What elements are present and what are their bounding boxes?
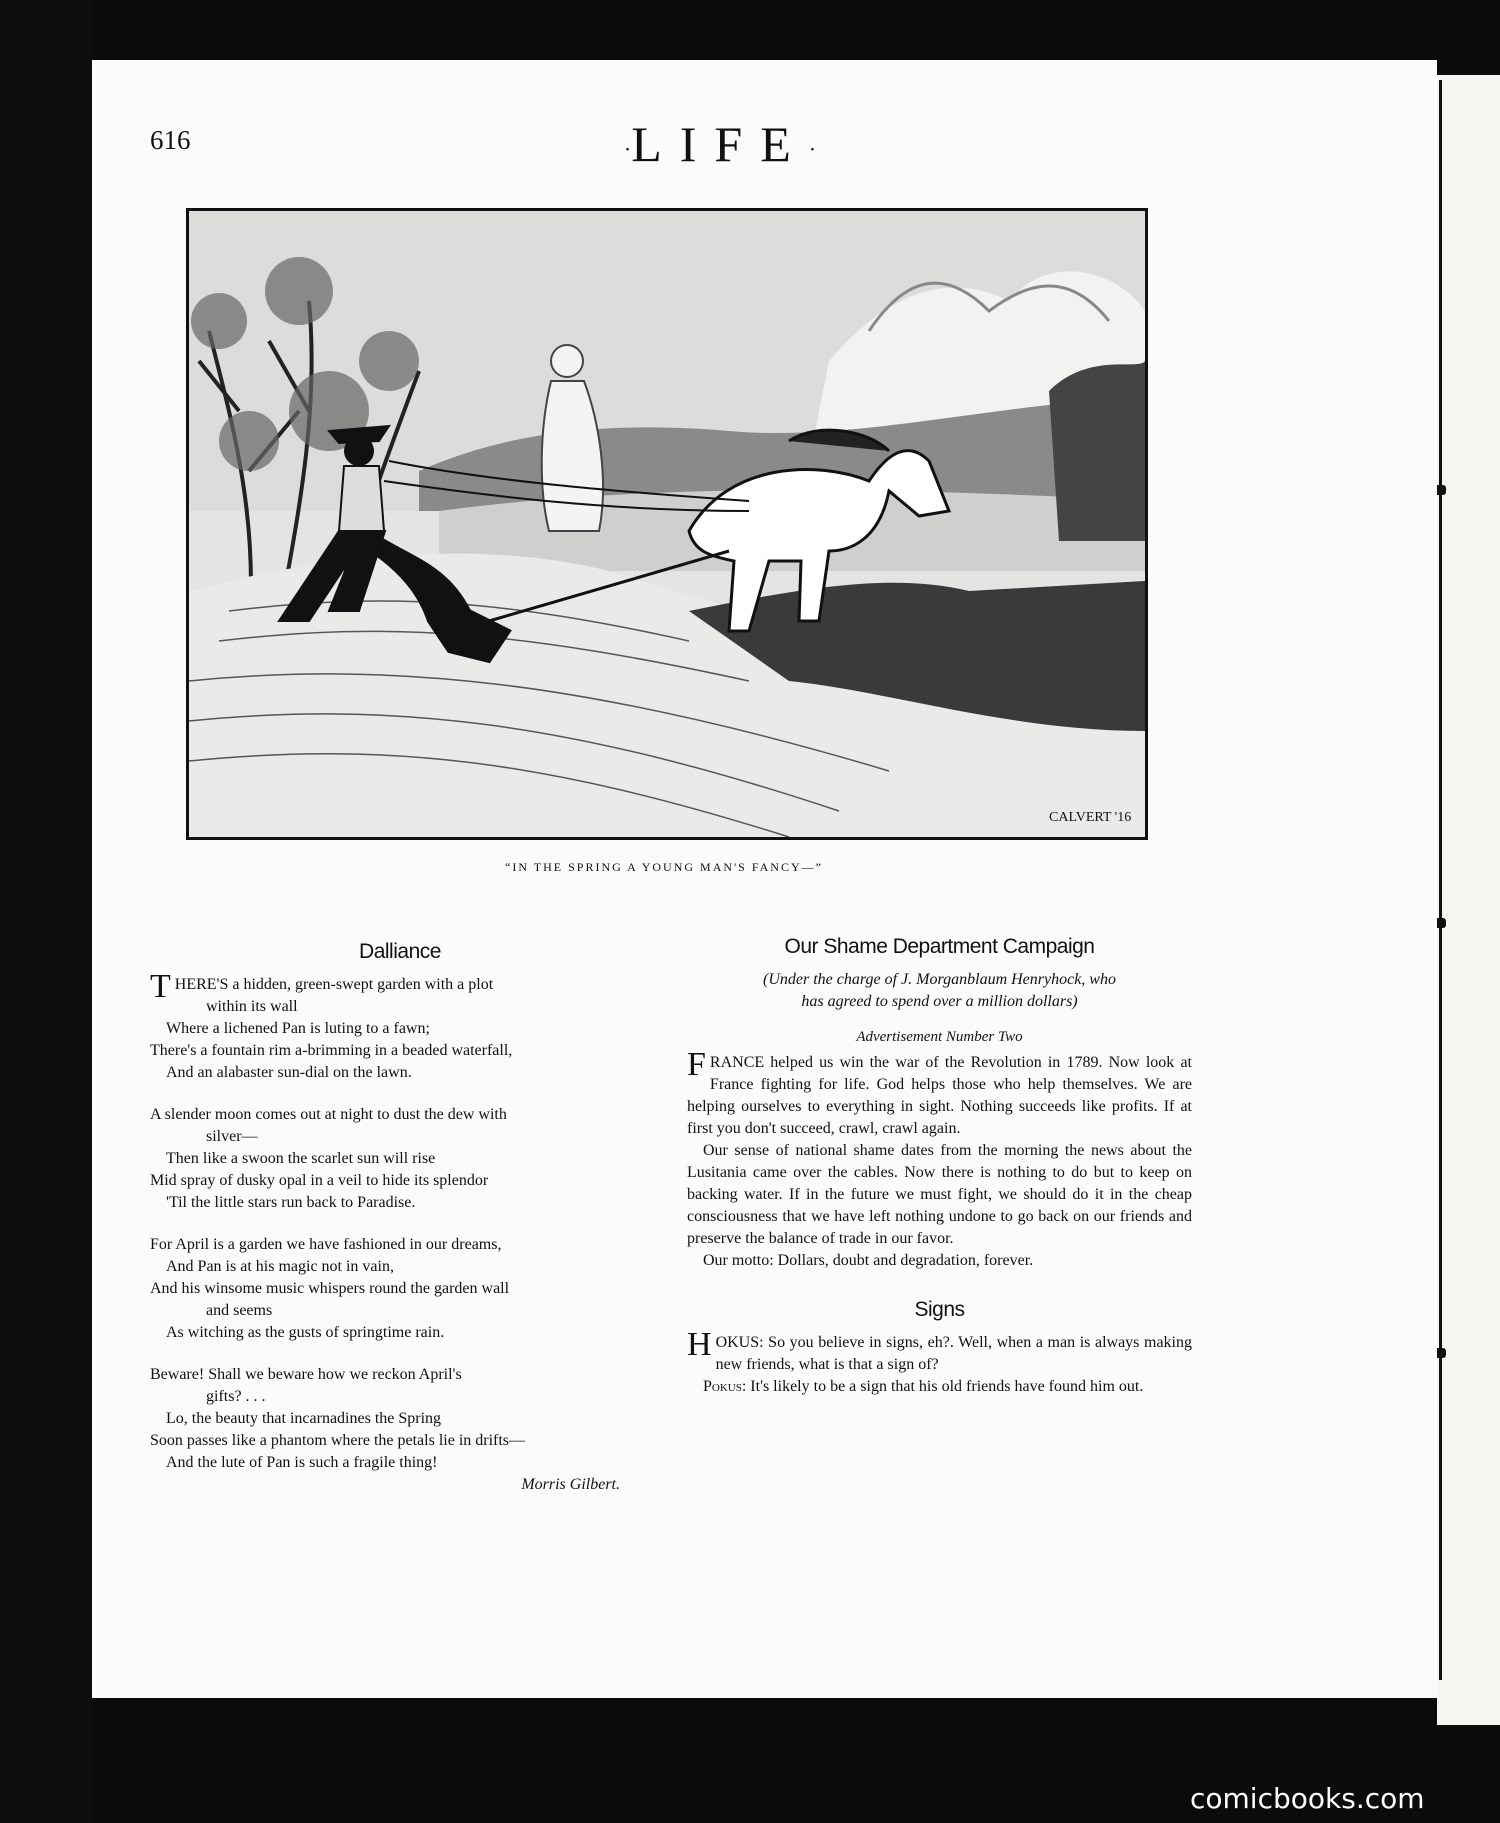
article-paragraph: Our sense of national shame dates from the morning the news about the Lusitania came over the cables. Now there is nothing to do but to keep on backing water. If in the future we must fight, we should do it in the cheap consciousness that we have left nothing undone to go back on our friends and preserve the balance of trade in our favor. [687,1142,1192,1247]
masthead-ornament-right: · [808,136,817,162]
poem-line: Soon passes like a phantom where the petals lie in drifts— [150,1432,526,1449]
poem-stanza-3 [150,1234,650,1344]
article-subnote-line: has agreed to spend over a million dollars) [801,993,1078,1010]
watermark: comicbooks.com [1190,1782,1425,1815]
poem-drop-cap: T [150,968,171,1005]
signs-body [687,1326,1192,1398]
signs-speaker: Pokus: [703,1378,747,1395]
page-number: 616 [150,125,191,155]
poem-line: As witching as the gusts of springtime rain. [166,1324,445,1341]
poem-line: HERE'S a hidden, green-swept garden with a plot [174,976,494,993]
article-subnote [687,969,1192,1013]
poem-line: For April is a garden we have fashioned in our dreams, [150,1236,502,1253]
poem-line: Lo, the beauty that incarnadines the Spring [166,1410,442,1427]
signs-line: OKUS: So you believe in signs, eh?. Well, when a man is always making new friends, what is that a sign of? [715,1334,1192,1373]
masthead-title: LIFE [631,116,809,172]
scan-border [0,0,92,1823]
poem-line: And his winsome music whispers round the garden wall [150,1280,510,1297]
poem-line: 'Til the little stars run back to Paradise. [166,1194,416,1211]
signs-title: Signs [914,1298,965,1321]
illustration-caption: “IN THE SPRING A YOUNG MAN'S FANCY—” [505,860,823,874]
poem-line: And the lute of Pan is such a fragile thing! [166,1454,438,1471]
plowing-scene-drawing [189,211,1145,837]
poem-stanza-1 [150,968,650,1084]
artist-signature: CALVERT '16 [1049,810,1132,825]
illustration [186,208,1148,840]
poem-line: gifts? . . . [206,1388,266,1405]
page-gutter-line [1439,80,1442,1680]
poem-title: Dalliance [359,940,441,963]
poem-line: within its wall [206,998,298,1015]
article-paragraph: RANCE helped us win the war of the Revolution in 1789. Now look at France fighting for life. God helps those who help themselves. We are helping ourselves to everything in sight. Nothing succeeds like profits. If at first you don't succeed, crawl, crawl again. [687,1054,1192,1137]
poem-line: And Pan is at his magic not in vain, [166,1258,394,1275]
poem-line: and seems [206,1302,273,1319]
poem-line: And an alabaster sun-dial on the lawn. [166,1064,412,1081]
poem-line: A slender moon comes out at night to dust the dew with [150,1106,507,1123]
poem-line: Where a lichened Pan is luting to a fawn; [166,1020,430,1037]
poem-stanza-2 [150,1104,650,1214]
poem-column [150,940,650,1516]
article-subnote-line: (Under the charge of J. Morganblaum Henryhock, who [763,971,1116,988]
signs-line: It's likely to be a sign that his old friends have found him out. [746,1378,1144,1395]
poem-line: silver— [206,1128,258,1145]
article-body [687,1046,1192,1272]
facing-page-edge [1437,75,1500,1725]
poem-line: There's a fountain rim a-brimming in a beaded waterfall, [150,1042,513,1059]
signs-drop-cap: H [687,1326,712,1363]
poem-line: Beware! Shall we beware how we reckon April's [150,1366,462,1383]
poem-line: Mid spray of dusky opal in a veil to hide its splendor [150,1172,489,1189]
poem-stanza-4 [150,1364,650,1496]
article-drop-cap: F [687,1046,706,1083]
masthead-ornament-left: · [623,136,632,162]
advertisement-label: Advertisement Number Two [856,1029,1023,1045]
poem-line: Then like a swoon the scarlet sun will rise [166,1150,436,1167]
masthead [555,115,885,173]
article-title: Our Shame Department Campaign [784,935,1095,958]
article-paragraph: Our motto: Dollars, doubt and degradation, forever. [703,1252,1034,1269]
poem-author: Morris Gilbert. [521,1476,620,1493]
article-column [687,935,1192,1398]
